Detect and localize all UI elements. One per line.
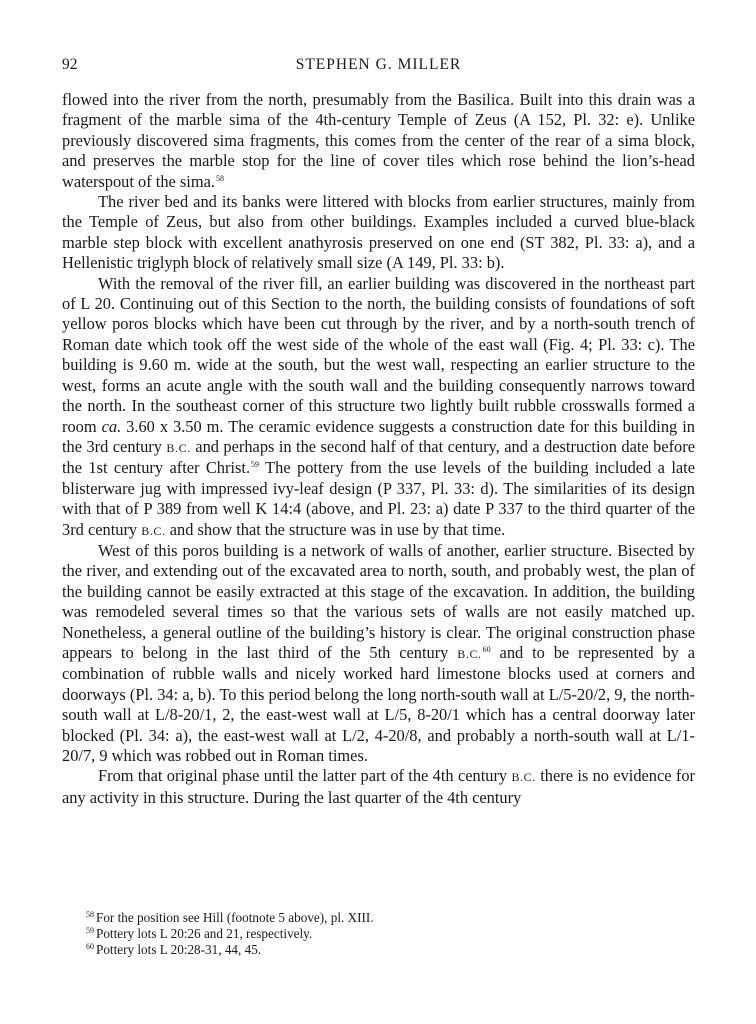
circa-abbrev: ca. (101, 416, 122, 436)
bc-abbrev: B.C. (511, 770, 536, 785)
paragraph-1 (62, 90, 695, 192)
paragraph-1-text: flowed into the river from the north, presumably from the Basilica. Built into this drain was a fragment of the marble sima of the 4th-century Temple of Zeus (A 152, Pl. 32: e). Unlike previously discovered sima fragments, this comes from the center of the rear of a sima block, and preserves the marble stop for the line of cover tiles which rose behind the lion’s-head waterspout of the sima. (62, 90, 695, 191)
footnote-ref-58[interactable]: 58 (215, 173, 224, 183)
bc-abbrev: B.C. (457, 646, 482, 661)
footnote-number: 58 (86, 910, 94, 919)
footnote-text: Pottery lots L 20:28-31, 44, 45. (96, 942, 262, 958)
bc-abbrev: B.C. (141, 523, 166, 538)
footnote-text: For the position see Hill (footnote 5 above), pl. XIII. (96, 910, 374, 925)
paragraph-3-text-c: and perhaps in the second half of that century, and a destruction date before the 1st century after Christ. (62, 436, 695, 478)
paragraph-4-text-a: West of this poros building is a network of walls of another, earlier structure. Bisected by the river, and extending out of the excavated area to north, south, and probably west, the plan of the building cannot be easily extracted at this stage of the excavation. In addition, the building was remodeled several times so that the various sets of walls are not easily matched up. Nonetheless, a general outline of the building’s history is clear. The original construction phase appears to belong in the last third of the 5th century (62, 540, 695, 662)
footnote-ref-59[interactable]: 59 (251, 460, 260, 470)
paragraph-4 (62, 541, 695, 766)
running-head: STEPHEN G. MILLER (295, 56, 462, 73)
paragraph-5 (62, 766, 695, 808)
paragraph-3-text-b: 3.60 x 3.50 m. The ceramic evidence suggests a construction date for this building in the 3rd century (62, 416, 695, 456)
paragraph-5-text-b: there is no evidence for any activity in this structure. During the last quarter of the 4th century (62, 766, 695, 807)
page (62, 52, 695, 808)
page-header (62, 52, 695, 76)
footnote-ref-60[interactable]: 60 (482, 644, 491, 654)
paragraph-3-text-e: and show that the structure was in use by that time. (169, 519, 506, 539)
paragraph-2 (62, 192, 695, 274)
footnote-58 (86, 910, 646, 926)
paragraph-2-text: The river bed and its banks were littered with blocks from earlier structures, mainly from the Temple of Zeus, but also from other buildings. Examples included a curved blue-black marble step block with excellent anathyrosis preserved on one end (ST 382, Pl. 33: a), and a Hellenistic triglyph block of relatively small size (A 149, Pl. 33: b). (62, 192, 695, 273)
paragraph-3-text-d: The pottery from the use levels of the building included a late blisterware jug with impressed ivy-leaf design (P 337, Pl. 33: d). The similarities of its design with that of P 389 from well K 14:4 (above, and Pl. 23: a) date P 337 to the third quarter of the 3rd century (62, 458, 695, 539)
footnote-text: Pottery lots L 20:26 and 21, respectively. (96, 926, 313, 942)
body-text (62, 90, 695, 808)
footnote-59 (86, 926, 646, 942)
footnotes (86, 910, 646, 959)
footnote-number: 60 (86, 942, 94, 952)
paragraph-4-text-b: and to be represented by a combination of rubble walls and nicely worked hard limestone blocks used at corners and doorways (Pl. 34: a, b). To this period belong the long north-south wall at L/5-20/2, 9, the north-south wall at L/8-20/1, 2, the east-west wall at L/5, 8-20/1 which has a central doorway later blocked (Pl. 34: a), the east-west wall at L/2, 4-20/8, and probably a north-south wall at L/1-20/7, 9 which was robbed out in Roman times. (62, 642, 695, 765)
paragraph-5-text-a: From that original phase until the latter part of the 4th century (98, 766, 508, 786)
footnote-number: 59 (86, 926, 94, 936)
footnote-60 (86, 942, 646, 958)
paragraph-3 (62, 274, 695, 541)
page-number: 92 (62, 56, 78, 73)
paragraph-3-text-a: With the removal of the river fill, an earlier building was discovered in the northeast part of L 20. Continuing out of this Section to the north, the building consists of foundations of soft yellow poros blocks which have been cut through by the river, and by a north-south trench of Roman date which took off the west side of the whole of the east wall (Fig. 4; Pl. 33: c). The building is 9.60 m. wide at the south, but the west wall, respecting an earlier structure to the west, forms an acute angle with the south wall and the building consequently narrows toward the north. In the southeast corner of this structure two lightly built rubble crosswalls formed a room (62, 273, 695, 436)
bc-abbrev: B.C. (166, 440, 191, 455)
